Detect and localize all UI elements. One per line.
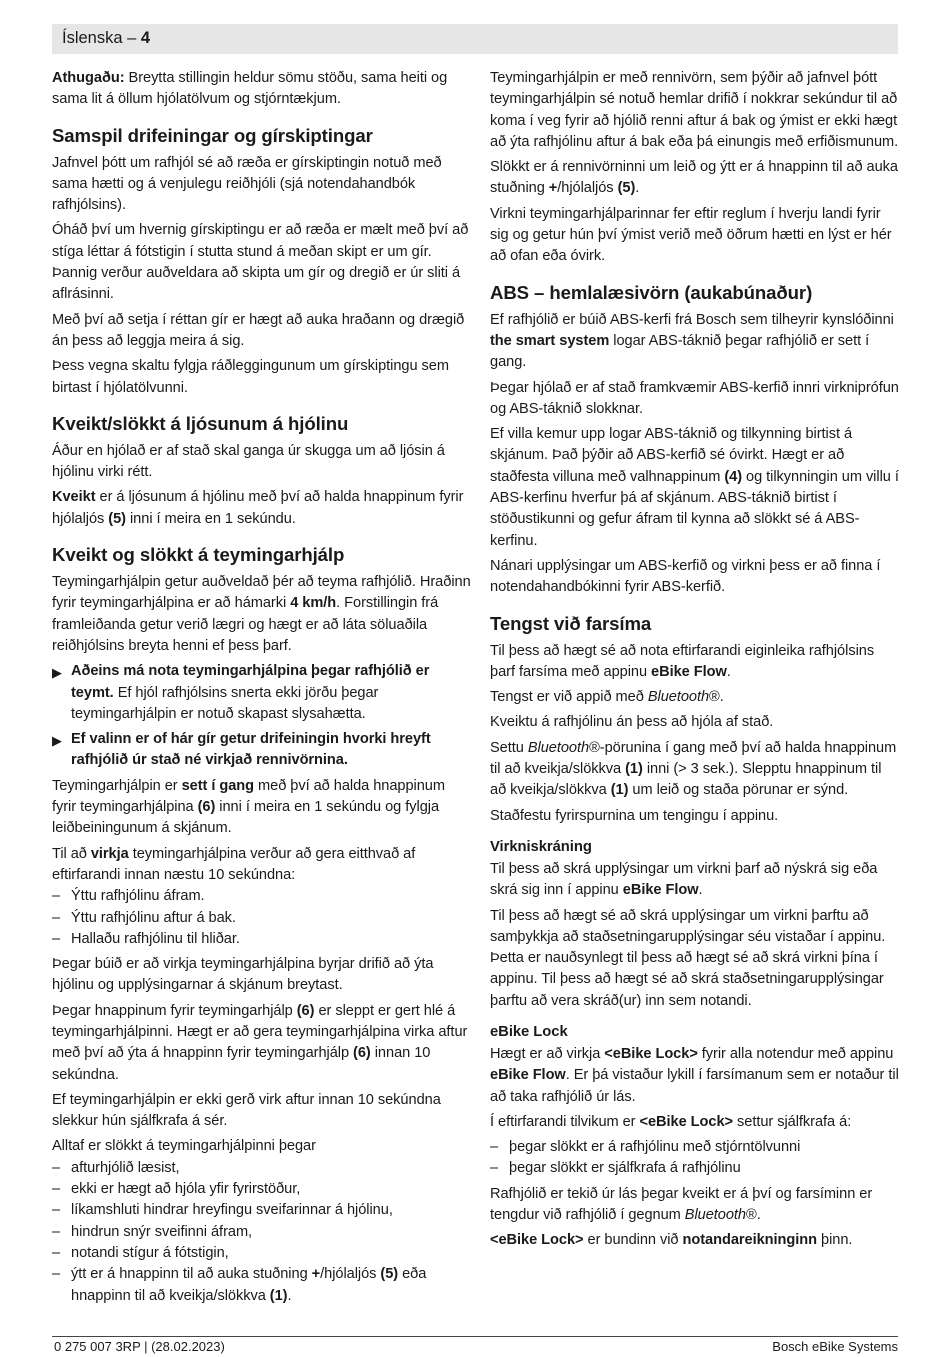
paragraph: Kveikt er á ljósunum á hjólinu með því að halda hnappinum fyrir hjólaljós (5) inni í meira en 1 sekúndu. bbox=[52, 489, 464, 527]
warning-triangle-icon: ▶ bbox=[52, 665, 62, 681]
section-heading-lights: Kveikt/slökkt á ljósunum á hjólinu bbox=[52, 412, 349, 434]
list-item: – Ýttu rafhjólinu áfram. bbox=[52, 886, 472, 907]
paragraph: Þess vegna skaltu fylgja ráðleggingunum um gírskiptingu sem birtast í hjólatölvunni. bbox=[52, 358, 449, 396]
paragraph: Slökkt er á rennivörninni um leið og ýtt er á hnappinn til að auka stuðning +/hjólaljós (5). bbox=[490, 159, 898, 197]
paragraph: Ef teymingarhjálpin er ekki gerð virk aftur innan 10 sekúndna slekkur hún sjálfkrafa á sér. bbox=[52, 1091, 441, 1130]
list-item: – ekki er hægt að hjóla yfir fyrirstöður, bbox=[52, 1179, 472, 1200]
list-item: – líkamshluti hindrar hreyfingu sveifarinnar á hjólinu, bbox=[52, 1200, 472, 1221]
lock-cases-list bbox=[490, 1137, 900, 1180]
subheading-activity-tracking: Virkniskráning bbox=[490, 838, 592, 855]
subheading-ebike-lock: eBike Lock bbox=[490, 1023, 568, 1040]
note-paragraph: Athugaðu: Breytta stillingin heldur sömu stöðu, sama heiti og sama lit á öllum hjólatölvum og stjórntækjum. bbox=[52, 70, 448, 108]
paragraph: Teymingarhjálpin getur auðveldað þér að teyma rafhjólið. Hraðinn fyrir teymingarhjálpina er að hámarki 4 km/h. Forstillingin frá framleiðanda getur verið lægri og hægt er að láta söluaðila reiðhjólsins breyta henni ef þess þarf. bbox=[52, 574, 471, 654]
paragraph: Þegar hnappinum fyrir teymingarhjálp (6) er sleppt er gert hlé á teymingarhjálpinni. Hægt er að gera teymingarhjálpina virka aftur með því að ýta á hnappinn fyrir teymingarhjálp (6) innan 10 sekúndna. bbox=[52, 1002, 468, 1083]
section-heading-smartphone: Tengst við farsíma bbox=[490, 612, 652, 634]
list-item: – Ýttu rafhjólinu aftur á bak. bbox=[52, 908, 472, 929]
deactivation-list bbox=[52, 1158, 472, 1307]
paragraph: Staðfestu fyrirspurnina um tengingu í appinu. bbox=[490, 807, 779, 824]
section-heading-gear-shifting: Samspil drifeiningar og gírskiptingar bbox=[52, 124, 373, 146]
paragraph: Nánari upplýsingar um ABS-kerfið og virkni þess er að finna í notendahandbókinni fyrir ABS-kerfið. bbox=[490, 557, 881, 596]
list-item: – notandi stígur á fótstigin, bbox=[52, 1243, 472, 1264]
paragraph: Þegar hjólað er af stað framkvæmir ABS-kerfið innri virkniprófun og ABS-táknið slokknar. bbox=[490, 379, 899, 417]
paragraph: Jafnvel þótt um rafhjól sé að ræða er gírskiptingin notuð með sama hætti og á venjulegu reiðhjóli (sjá notendahandbók rafhjólsins). bbox=[52, 154, 442, 214]
paragraph: Til þess að hægt sé að skrá upplýsingar um virkni þarftu að samþykkja að staðsetningarupplýsingar séu vistaðar í appinu. Þetta er nauðsynlegt til þess að hægt sé að skrá virkni þína í appinu. Til þess að hægt sé að skrá staðsetningarupplýsingar þarftu að vera skráð(ur) inn sem notandi. bbox=[490, 907, 886, 1009]
paragraph: Teymingarhjálpin er sett í gang með því að halda hnappinum fyrir teymingarhjálpina (6) inni í meira en 1 sekúndu og fylgja leiðbeiningunum á skjánum. bbox=[52, 777, 445, 837]
paragraph: Með því að setja í réttan gír er hægt að auka hraðann og drægið án þess að leggja meira á sig. bbox=[52, 311, 465, 349]
paragraph: Í eftirfarandi tilvikum er <eBike Lock> settur sjálfkrafa á: bbox=[490, 1113, 852, 1130]
list-item: – þegar slökkt er sjálfkrafa á rafhjólinu bbox=[490, 1158, 900, 1179]
warning-triangle-icon: ▶ bbox=[52, 733, 62, 749]
page-header bbox=[52, 24, 898, 54]
paragraph: Rafhjólið er tekið úr lás þegar kveikt er á því og farsíminn er tengdur við rafhjólið í gegnum Bluetooth®. bbox=[490, 1185, 873, 1224]
header-title bbox=[62, 29, 150, 48]
paragraph: Ef rafhjólið er búið ABS-kerfi frá Bosch sem tilheyrir kynslóðinni the smart system logar ABS-táknið þegar rafhjólið er sett í gang. bbox=[490, 311, 894, 371]
paragraph: Áður en hjólað er af stað skal ganga úr skugga um að ljósin á hjólinu virki rétt. bbox=[52, 442, 445, 481]
paragraph: Tengst er við appið með Bluetooth®. bbox=[490, 689, 724, 706]
paragraph: Settu Bluetooth®-pörunina í gang með því að halda hnappinum til að kveikja/slökkva (1) inni (> 3 sek.). Slepptu hnappinum til að kveikja/slökkva (1) um leið og staða pörunar er sýnd. bbox=[490, 739, 897, 799]
paragraph: Teymingarhjálpin er með rennivörn, sem þýðir að jafnvel þótt teymingarhjálpin sé notuð hemlar drifið í nokkrar sekúndur til að koma í veg fyrir að hjólið renni aftur á bak og ýmist er ekki hægt að ýta rafhjólinu aftur á bak eða þá einungis með erfiðismunum. bbox=[490, 70, 899, 150]
paragraph: Virkni teymingarhjálparinnar fer eftir reglum í hverju landi fyrir sig og getur hún því ýmist verið með öðrum hætti en lýst er hér að ofan eða óvirk. bbox=[490, 205, 892, 265]
warning-item: ▶ Ef valinn er of hár gír getur drifeiningin hvorki hreyft rafhjólið úr stað né virkjað rennivörnina. bbox=[52, 731, 431, 769]
paragraph: Til þess að skrá upplýsingar um virkni þarf að nýskrá sig eða skrá sig inn í appinu eBike Flow. bbox=[490, 860, 878, 899]
paragraph: Þegar búið er að virkja teymingarhjálpina byrjar drifið að ýta hjólinu og upplýsingarnar á skjánum breytast. bbox=[52, 956, 434, 994]
footer-document-id: 0 275 007 3RP | (28.02.2023) bbox=[54, 1339, 225, 1354]
section-heading-abs: ABS – hemlalæsivörn (aukabúnaður) bbox=[490, 281, 813, 303]
paragraph: Hægt er að virkja <eBike Lock> fyrir alla notendur með appinu eBike Flow. Er þá vistaður lykill í farsímanum sem er notaður til að taka rafhjólið úr lás. bbox=[490, 1045, 899, 1105]
header-language: Íslenska – bbox=[62, 29, 137, 47]
list-item: – afturhjólið læsist, bbox=[52, 1158, 472, 1179]
list-item: – hindrun snýr sveifinni áfram, bbox=[52, 1222, 472, 1243]
list-item: – Hallaðu rafhjólinu til hliðar. bbox=[52, 929, 472, 950]
paragraph: Til þess að hægt sé að nota eftirfarandi eiginleika rafhjólsins þarf farsíma með appinu eBike Flow. bbox=[490, 642, 875, 680]
paragraph: Óháð því um hvernig gírskiptingu er að ræða er mælt með því að stíga léttar á fótstigin í stutta stund á meðan skipt er um gír. Þannig verður auðveldara að skipta um gír og dregið er úr sliti á aflrásinni. bbox=[52, 222, 469, 303]
list-item: – ýtt er á hnappinn til að auka stuðning +/hjólaljós (5) eða hnappinn til að kveikja/slökkva (1). bbox=[52, 1264, 472, 1307]
activation-list bbox=[52, 886, 472, 950]
footer-divider bbox=[52, 1336, 898, 1337]
paragraph: Alltaf er slökkt á teymingarhjálpinni þegar bbox=[52, 1138, 316, 1155]
footer-brand: Bosch eBike Systems bbox=[772, 1339, 898, 1354]
list-item: – þegar slökkt er á rafhjólinu með stjórntölvunni bbox=[490, 1137, 900, 1158]
section-heading-push-assist: Kveikt og slökkt á teymingarhjálp bbox=[52, 544, 345, 566]
paragraph: Kveiktu á rafhjólinu án þess að hjóla af stað. bbox=[490, 714, 774, 731]
left-column bbox=[52, 68, 472, 1311]
page-number: 4 bbox=[140, 29, 151, 47]
paragraph: <eBike Lock> er bundinn við notandareikninginn þinn. bbox=[490, 1232, 853, 1249]
warning-item: ▶ Aðeins má nota teymingarhjálpina þegar rafhjólið er teymt. Ef hjól rafhjólsins snerta ekki jörðu þegar teymingarhjálpin er notuð skapast slysahætta. bbox=[52, 663, 430, 722]
paragraph: Til að virkja teymingarhjálpina verður að gera eitthvað af eftirfarandi innan næstu 10 sekúndna: bbox=[52, 845, 416, 883]
right-column bbox=[490, 68, 900, 1256]
paragraph: Ef villa kemur upp logar ABS-táknið og tilkynning birtist á skjánum. Það þýðir að ABS-kerfið sé óvirkt. Hægt er að staðfesta villuna með valhnappinum (4) og tilkynningin um villu í ABS-kerfinu hverfur þá af skjánum. ABS-táknið birtist í stöðustikunni og gefur áfram til kynna að slökkt sé á ABS-kerfinu. bbox=[490, 426, 899, 549]
